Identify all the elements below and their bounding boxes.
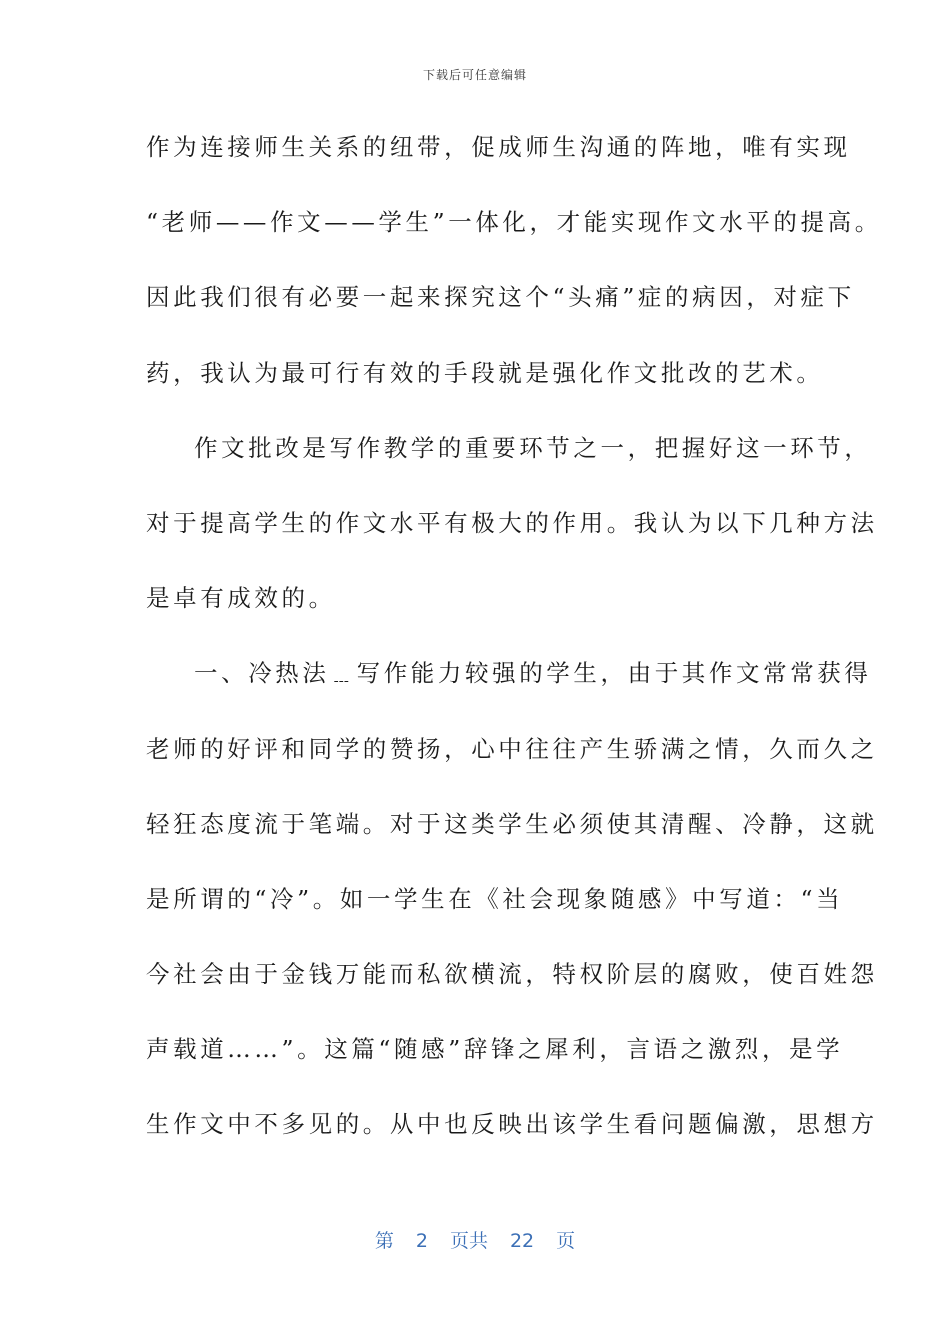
text-line: 一、冷热法﹍写作能力较强的学生，由于其作文常常获得 (194, 659, 872, 688)
document-body (146, 125, 882, 1178)
footer-prefix: 第 (374, 1230, 394, 1252)
text-line: 因此我们很有必要一起来探究这个“头痛”症的病因，对症下 (146, 283, 855, 312)
text-line: 对于提高学生的作文水平有极大的作用。我认为以下几种方法 (146, 508, 878, 537)
text-line: “老师——作文——学生”一体化，才能实现作文水平的提高。 (146, 208, 882, 237)
total-pages: 22 (509, 1230, 535, 1252)
text-line: 作文批改是写作教学的重要环节之一，把握好这一环节， (194, 433, 872, 462)
text-line: 声载道……”。这篇“随感”辞锋之犀利，言语之激烈，是学 (146, 1035, 844, 1064)
page-footer (0, 1226, 950, 1253)
footer-suffix: 页 (556, 1230, 576, 1252)
text-line: 生作文中不多见的。从中也反映出该学生看问题偏激，思想方 (146, 1110, 878, 1139)
text-line: 是卓有成效的。 (146, 584, 336, 613)
text-line: 轻狂态度流于笔端。对于这类学生必须使其清醒、冷静，这就 (146, 809, 878, 838)
text-line: 作为连接师生关系的纽带，促成师生沟通的阵地，唯有实现 (146, 133, 851, 161)
text-line: 老师的好评和同学的赞扬，心中往往产生骄满之情，久而久之 (146, 734, 878, 763)
page-header: 下载后可任意编辑 (422, 68, 527, 82)
text-line: 是所谓的“冷”。如一学生在《社会现象随感》中写道：“当 (146, 884, 844, 913)
text-line: 药，我认为最可行有效的手段就是强化作文批改的艺术。 (146, 358, 824, 387)
footer-middle: 页共 (449, 1230, 488, 1252)
page-number: 2 (415, 1230, 428, 1252)
text-line: 今社会由于金钱万能而私欲横流，特权阶层的腐败，使百姓怨 (146, 960, 878, 989)
